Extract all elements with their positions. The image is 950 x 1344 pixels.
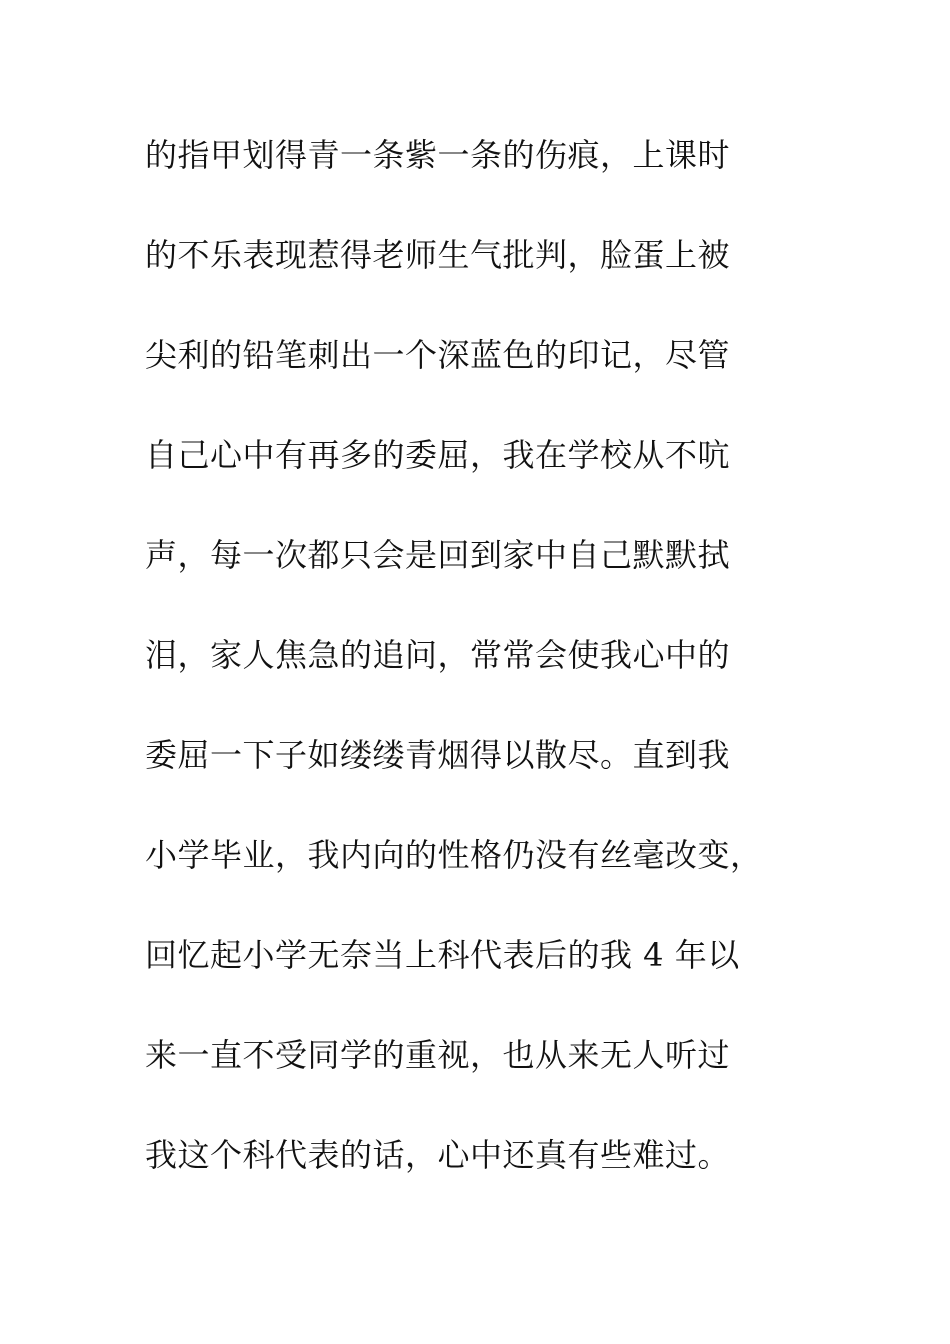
text-line-11: 我这个科代表的话，心中还真有些难过。 bbox=[145, 1136, 731, 1174]
text-line-1: 的指甲划得青一条紫一条的伤痕，上课时 bbox=[145, 136, 731, 174]
text-line-3: 尖利的铅笔刺出一个深蓝色的印记，尽管 bbox=[145, 336, 731, 374]
text-line-6: 泪，家人焦急的追问，常常会使我心中的 bbox=[145, 636, 731, 674]
text-line-2: 的不乐表现惹得老师生气批判，脸蛋上被 bbox=[145, 236, 731, 274]
text-line-10: 来一直不受同学的重视，也从来无人听过 bbox=[145, 1036, 731, 1074]
text-line-8: 小学毕业，我内向的性格仍没有丝毫改变， bbox=[145, 836, 763, 874]
text-line-5: 声，每一次都只会是回到家中自己默默拭 bbox=[145, 536, 731, 574]
text-line-7: 委屈一下子如缕缕青烟得以散尽。直到我 bbox=[145, 736, 731, 774]
text-line-4: 自己心中有再多的委屈，我在学校从不吭 bbox=[145, 436, 731, 474]
body-text bbox=[145, 125, 825, 1225]
text-line-9: 回忆起小学无奈当上科代表后的我 4 年以 bbox=[145, 936, 740, 974]
